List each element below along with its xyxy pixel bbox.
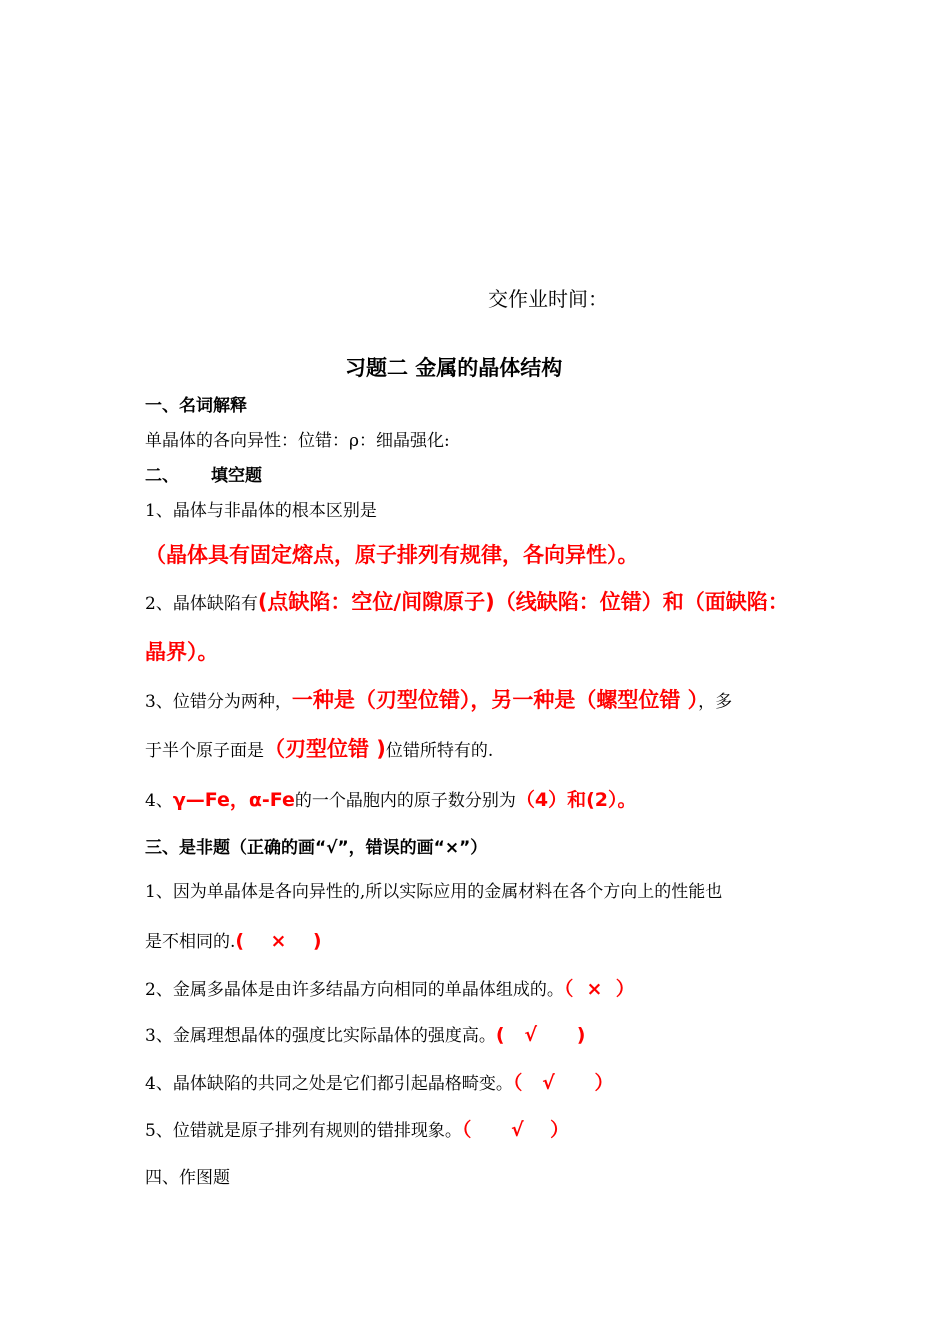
tf1-answer: ( × ) (235, 930, 322, 952)
tf5-answer: （ √ ） (461, 1119, 570, 1141)
q3-text-d: 位错所特有的. (385, 741, 494, 761)
tf2-answer: （ × ） (563, 978, 635, 1000)
section2-heading-text: 填空题 (211, 466, 262, 486)
q1-answer: （晶体具有固定熔点，原子排列有规律，各向异性）。 (145, 543, 639, 567)
tf5-line (145, 1115, 569, 1142)
section1-terms: 单晶体的各向异性：位错：ρ：细晶强化: (145, 431, 450, 451)
tf2-line (145, 974, 635, 1001)
q3-answer-b: （刃型位错 ) (264, 737, 386, 761)
q1-text: 1、晶体与非晶体的根本区别是 (145, 501, 377, 521)
q3-line1 (145, 684, 732, 714)
q4-text: 4、 (145, 791, 173, 811)
q3-text-c: 于半个原子面是 (145, 741, 264, 761)
tf1-line2 (145, 927, 322, 952)
q3-line2 (145, 733, 493, 763)
section3-heading: 三、是非题（正确的画“√”，错误的画“×”） (145, 838, 488, 858)
tf3-text: 3、金属理想晶体的强度比实际晶体的强度高。 (145, 1026, 496, 1046)
q2-answer-a: (点缺陷：空位/间隙原子)（线缺陷：位错）和（面缺陷： (257, 590, 789, 614)
tf4-text: 4、晶体缺陷的共同之处是它们都引起晶格畸变。 (145, 1074, 513, 1094)
submit-time: 交作业时间： (488, 287, 608, 311)
section4-heading: 四、作图题 (145, 1168, 230, 1188)
tf2-text: 2、金属多晶体是由许多结晶方向相同的单晶体组成的。 (145, 980, 564, 1000)
tf3-line (145, 1021, 585, 1046)
tf5-text: 5、位错就是原子排列有规则的错排现象。 (145, 1121, 462, 1141)
q4-answer-a: γ—Fe，α-Fe (172, 789, 295, 811)
q3-answer-a: 一种是（刃型位错），另一种是（螺型位错 ） (291, 688, 699, 712)
tf1-text-b: 是不相同的. (145, 932, 236, 952)
q3-text-b: ，多 (698, 692, 733, 712)
page-title: 习题二 金属的晶体结构 (345, 356, 563, 380)
tf4-line (145, 1068, 614, 1095)
section2-heading-num: 二、 (145, 466, 179, 486)
q4-answer-b: （4）和(2）。 (515, 789, 637, 811)
section1-heading: 一、名词解释 (145, 396, 247, 416)
q4-text-b: 的一个晶胞内的原子数分别为 (294, 791, 516, 811)
tf4-answer: （ √ ） (512, 1072, 614, 1094)
q2-line (145, 586, 789, 616)
tf1-text-a: 1、因为单晶体是各向异性的,所以实际应用的金属材料在各个方向上的性能也 (145, 882, 723, 902)
q4-line (145, 785, 637, 812)
q3-text: 3、位错分为两种， (145, 692, 292, 712)
tf3-answer: ( √ ) (495, 1024, 586, 1046)
q2-answer-b: 晶界）。 (145, 640, 219, 664)
q2-text: 2、晶体缺陷有 (145, 594, 258, 614)
